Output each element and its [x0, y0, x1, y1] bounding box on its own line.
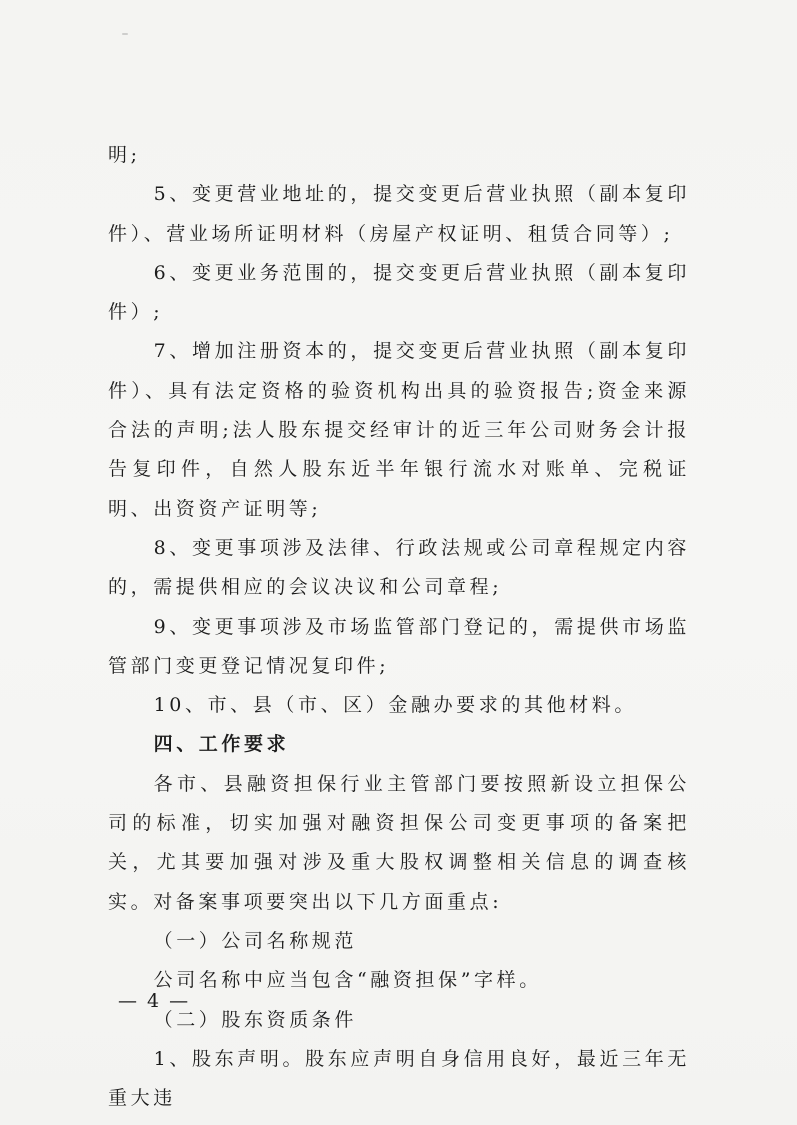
- paragraph-item-7: 7、增加注册资本的，提交变更后营业执照（副本复印件）、具有法定资格的验资机构出具的验资报告;资金来源合法的声明;法人股东提交经审计的近三年公司财务会计报告复印件，自然人股东近半年银行流水对账单、完税证明、出资资产证明等;: [108, 340, 690, 520]
- subheading-company-name: （一）公司名称规范: [153, 929, 357, 952]
- scan-speck: [122, 33, 128, 35]
- paragraph-item-9: 9、变更事项涉及市场监管部门登记的，需提供市场监管部门变更登记情况复印件;: [108, 615, 690, 677]
- section-heading-work-requirements: 四、工作要求: [153, 733, 290, 756]
- paragraph-work-requirements: 各市、县融资担保行业主管部门要按照新设立担保公司的标准，切实加强对融资担保公司变更事项的备案把关，尤其要加强对涉及重大股权调整相关信息的调查核实。对备案事项要突出以下几方面重点:: [108, 772, 690, 913]
- paragraph-continuation: 明;: [108, 144, 141, 166]
- subheading-shareholder-qualification: （二）股东资质条件: [153, 1008, 357, 1031]
- paragraph-shareholder-statement: 1、股东声明。股东应声明自身信用良好，最近三年无重大违: [108, 1047, 690, 1110]
- paragraph-company-name: 公司名称中应当包含“融资担保”字样。: [153, 969, 542, 992]
- document-body: [108, 136, 690, 1118]
- page-number: — 4 —: [118, 990, 191, 1012]
- paragraph-item-6: 6、变更业务范围的，提交变更后营业执照（副本复印件）;: [108, 261, 690, 324]
- paragraph-item-8: 8、变更事项涉及法律、行政法规或公司章程规定内容的，需提供相应的会议决议和公司章程;: [108, 536, 690, 599]
- paragraph-item-5: 5、变更营业地址的，提交变更后营业执照（副本复印件）、营业场所证明材料（房屋产权证明、租赁合同等）;: [108, 183, 690, 245]
- paragraph-item-10: 10、市、县（市、区）金融办要求的其他材料。: [153, 694, 637, 717]
